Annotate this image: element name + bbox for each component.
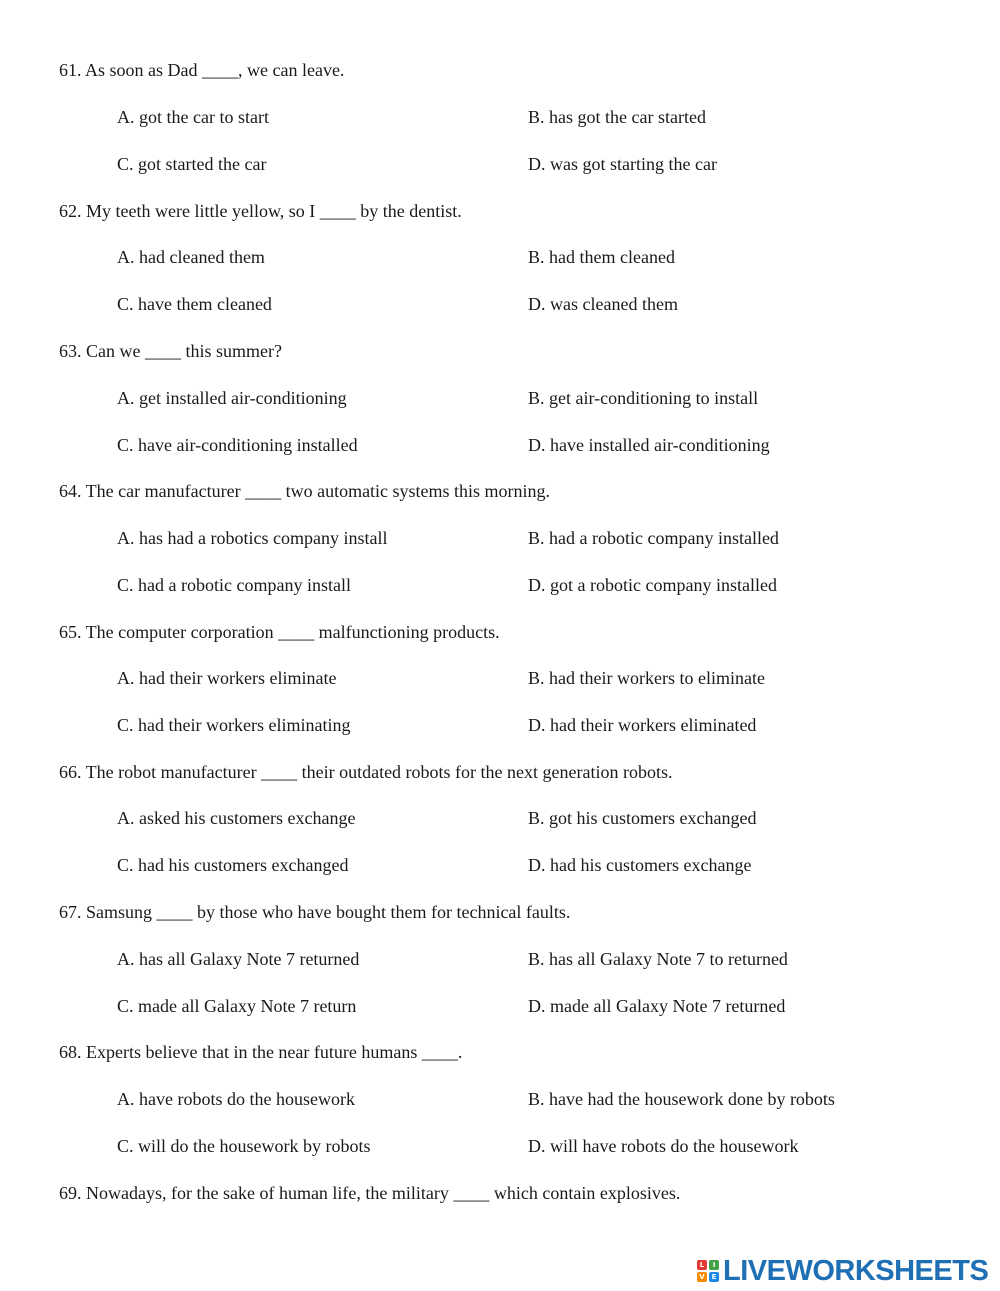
q63-option-d[interactable]: D. have installed air-conditioning	[528, 435, 770, 455]
q65-option-b[interactable]: B. had their workers to eliminate	[528, 668, 765, 688]
q65-option-a[interactable]: A. had their workers eliminate	[117, 668, 337, 688]
q62-option-c[interactable]: C. have them cleaned	[117, 294, 272, 314]
question-66: 66. The robot manufacturer ____ their outdated robots for the next generation robots.	[59, 762, 673, 782]
q63-option-a[interactable]: A. get installed air-conditioning	[117, 388, 347, 408]
q68-option-c[interactable]: C. will do the housework by robots	[117, 1136, 371, 1156]
logo-cell-l: L	[697, 1260, 707, 1270]
q62-option-d[interactable]: D. was cleaned them	[528, 294, 678, 314]
q61-option-b[interactable]: B. has got the car started	[528, 107, 706, 127]
logo-cell-i: I	[709, 1260, 719, 1270]
question-63: 63. Can we ____ this summer?	[59, 341, 282, 361]
logo-cell-e: E	[709, 1272, 719, 1282]
q66-option-a[interactable]: A. asked his customers exchange	[117, 808, 356, 828]
q62-option-a[interactable]: A. had cleaned them	[117, 247, 265, 267]
q61-option-c[interactable]: C. got started the car	[117, 154, 267, 174]
q66-option-d[interactable]: D. had his customers exchange	[528, 855, 752, 875]
logo-text: LIVEWORKSHEETS	[723, 1254, 989, 1287]
logo-cell-v: V	[697, 1272, 707, 1282]
q68-option-a[interactable]: A. have robots do the housework	[117, 1089, 355, 1109]
q67-option-b[interactable]: B. has all Galaxy Note 7 to returned	[528, 949, 788, 969]
question-68: 68. Experts believe that in the near future humans ____.	[59, 1042, 463, 1062]
q63-option-c[interactable]: C. have air-conditioning installed	[117, 435, 358, 455]
q67-option-c[interactable]: C. made all Galaxy Note 7 return	[117, 996, 357, 1016]
question-65: 65. The computer corporation ____ malfunctioning products.	[59, 622, 500, 642]
q68-option-b[interactable]: B. have had the housework done by robots	[528, 1089, 835, 1109]
q64-option-d[interactable]: D. got a robotic company installed	[528, 575, 777, 595]
q62-option-b[interactable]: B. had them cleaned	[528, 247, 675, 267]
q66-option-c[interactable]: C. had his customers exchanged	[117, 855, 349, 875]
q61-option-a[interactable]: A. got the car to start	[117, 107, 269, 127]
liveworksheets-logo[interactable]	[697, 1255, 988, 1287]
logo-mark-icon	[697, 1260, 719, 1282]
question-67: 67. Samsung ____ by those who have bought them for technical faults.	[59, 902, 571, 922]
q64-option-a[interactable]: A. has had a robotics company install	[117, 528, 388, 548]
q66-option-b[interactable]: B. got his customers exchanged	[528, 808, 757, 828]
q64-option-b[interactable]: B. had a robotic company installed	[528, 528, 779, 548]
q61-option-d[interactable]: D. was got starting the car	[528, 154, 717, 174]
q64-option-c[interactable]: C. had a robotic company install	[117, 575, 351, 595]
q65-option-d[interactable]: D. had their workers eliminated	[528, 715, 757, 735]
q65-option-c[interactable]: C. had their workers eliminating	[117, 715, 351, 735]
q67-option-a[interactable]: A. has all Galaxy Note 7 returned	[117, 949, 360, 969]
question-62: 62. My teeth were little yellow, so I ____ by the dentist.	[59, 201, 462, 221]
q67-option-d[interactable]: D. made all Galaxy Note 7 returned	[528, 996, 786, 1016]
question-61: 61. As soon as Dad ____, we can leave.	[59, 60, 345, 80]
q63-option-b[interactable]: B. get air-conditioning to install	[528, 388, 759, 408]
q68-option-d[interactable]: D. will have robots do the housework	[528, 1136, 799, 1156]
question-64: 64. The car manufacturer ____ two automatic systems this morning.	[59, 481, 551, 501]
question-69: 69. Nowadays, for the sake of human life, the military ____ which contain explosives.	[59, 1183, 681, 1203]
